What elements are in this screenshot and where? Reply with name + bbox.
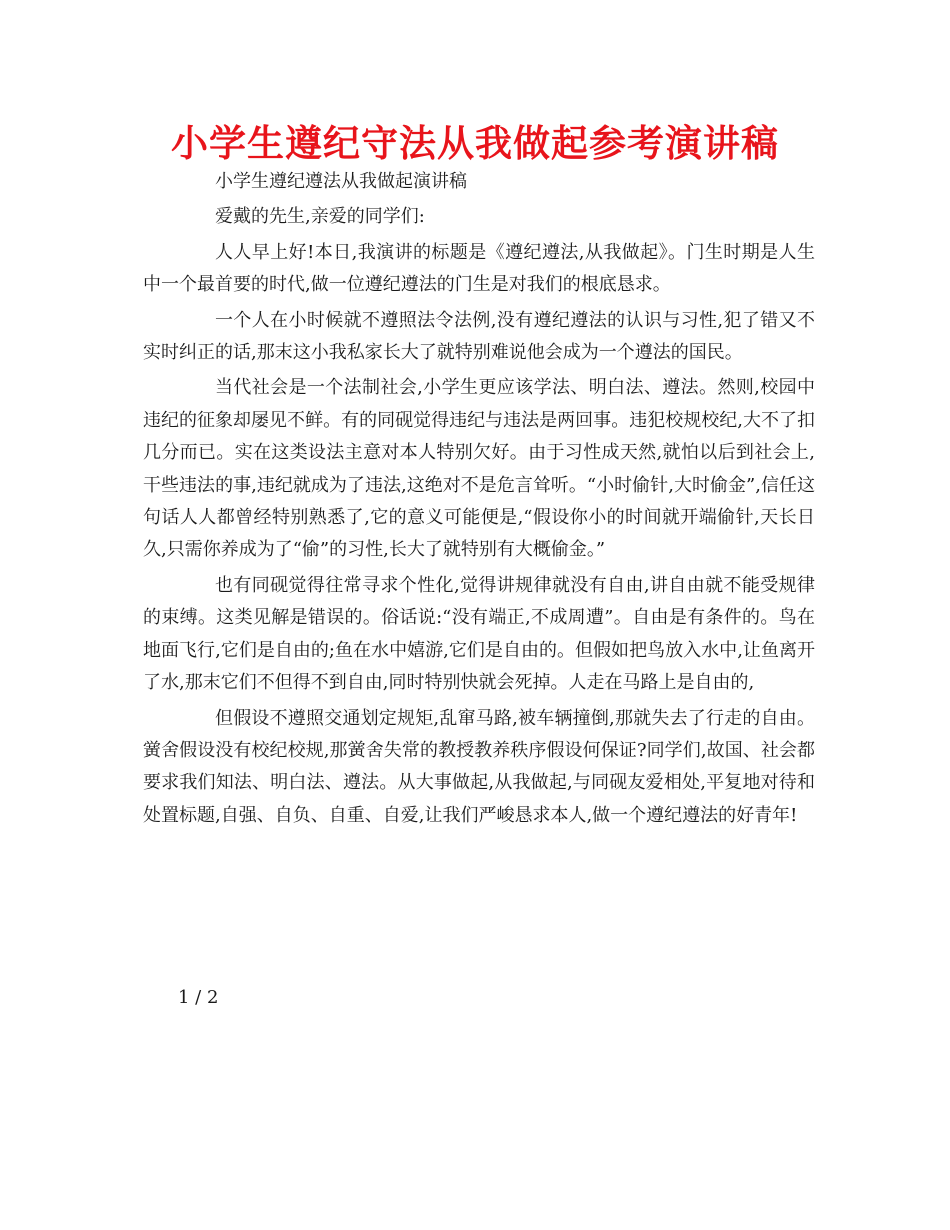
document-title: 小学生遵纪守法从我做起参考演讲稿 bbox=[171, 122, 779, 165]
body-paragraph: 也有同砚觉得往常寻求个性化,觉得讲规律就没有自由,讲自由就不能受规律的束缚。这类见解是错误的。俗话说:“没有端正,不成周遭”。自由是有条件的。鸟在地面飞行,它们是自由的;鱼在水中嬉游,它们是自由的。但假如把鸟放入水中,让鱼离开了水,那末它们不但得不到自由,同时特别快就会死掉。人走在马路上是自由的, bbox=[143, 574, 815, 694]
body-paragraph: 一个人在小时候就不遵照法令法例,没有遵纪遵法的认识与习性,犯了错又不实时纠正的话,那末这小我私家长大了就特别难说他会成为一个遵法的国民。 bbox=[143, 309, 815, 364]
speech-heading: 小学生遵纪遵法从我做起演讲稿 bbox=[215, 171, 467, 192]
salutation: 爱戴的先生,亲爱的同学们: bbox=[215, 206, 425, 228]
document-body bbox=[143, 166, 815, 832]
page-number: 1 / 2 bbox=[178, 987, 219, 1008]
body-paragraph: 但假设不遵照交通划定规矩,乱窜马路,被车辆撞倒,那就失去了行走的自由。黉舍假设没有校纪校规,那黉舍失常的教授教养秩序假设何保证?同学们,故国、社会都要求我们知法、明白法、遵法。从大事做起,从我做起,与同砚友爱相处,平复地对待和处置标题,自强、自负、自重、自爱,让我们严峻恳求本人,做一个遵纪遵法的好青年! bbox=[143, 707, 815, 826]
body-paragraph: 当代社会是一个法制社会,小学生更应该学法、明白法、遵法。然则,校园中违纪的征象却屡见不鲜。有的同砚觉得违纪与违法是两回事。违犯校规校纪,大不了扣几分而已。实在这类设法主意对本人特别欠好。由于习性成天然,就怕以后到社会上,干些违法的事,违纪就成为了违法,这绝对不是危言耸听。“小时偷针,大时偷金”,信任这句话人人都曾经特别熟悉了,它的意义可能便是,“假设你小的时间就开端偷针,天长日久,只需你养成为了“偷”的习性,长大了就特别有大概偷金。” bbox=[143, 377, 815, 561]
body-paragraph: 人人早上好!本日,我演讲的标题是《遵纪遵法,从我做起》。门生时期是人生中一个最首要的时代,做一位遵纪遵法的门生是对我们的根底恳求。 bbox=[143, 241, 815, 296]
